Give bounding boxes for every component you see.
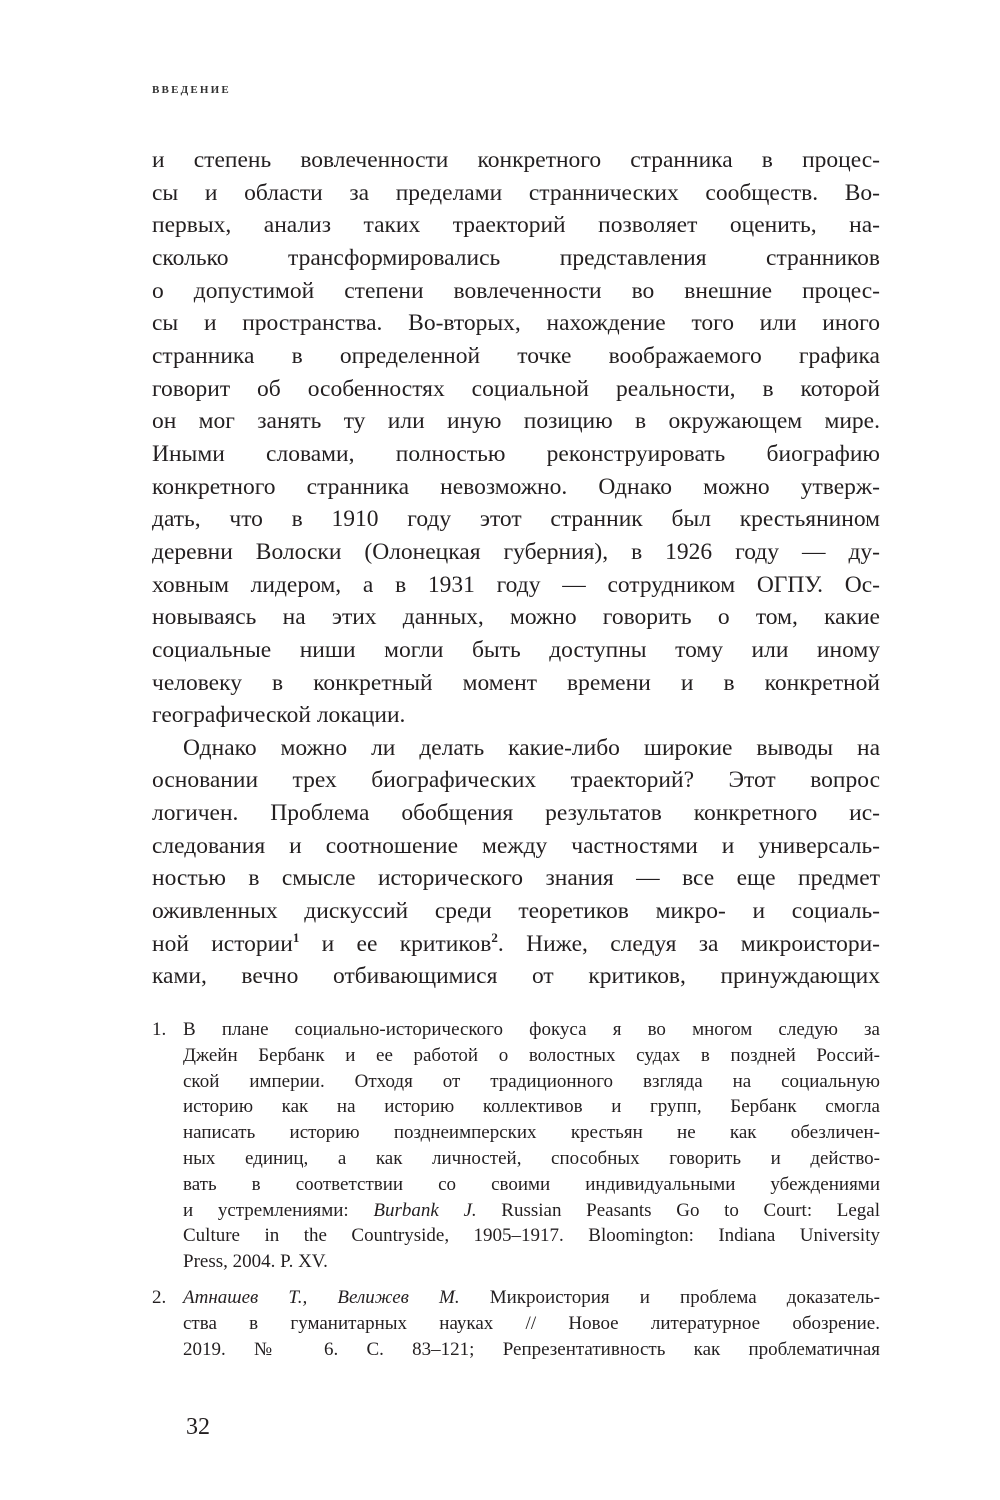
text-line: оживленных дискуссий среди теоретиков микро- и социаль- (152, 898, 880, 925)
footnote-line: 2019. № 6. С. 83–121; Репрезентативность как проблематичная (183, 1338, 880, 1360)
text-segment: и устремлениями: (183, 1199, 374, 1221)
text-line: следования и соотношение между частностями и универсаль- (152, 832, 880, 859)
footnote-line (183, 1285, 880, 1311)
text-line: первых, анализ таких траекторий позволяет оценить, на- (152, 212, 880, 239)
page-number: 32 (186, 1414, 210, 1440)
paragraph-2 (152, 732, 880, 993)
text-line: географической локации. (152, 702, 406, 729)
text-line: сы и пространства. Во-вторых, нахождение того или иного (152, 310, 880, 337)
text-line: ховным лидером, а в 1931 году — сотрудником ОГПУ. Ос- (152, 571, 880, 598)
text-segment: . Ниже, следуя за микроистори- (497, 930, 880, 957)
text-line: он мог занять ту или иную позицию в окружающем мире. (152, 408, 880, 435)
footnote-number: 1. (152, 1019, 167, 1040)
text-line: Однако можно ли делать какие-либо широкие выводы на (183, 734, 880, 761)
text-segment: и ее критиков (299, 930, 492, 957)
text-line: ками, вечно отбивающимися от критиков, принуждающих (152, 963, 880, 990)
paragraph-1 (152, 144, 880, 732)
footnote-line: Press, 2004. P. XV. (183, 1251, 328, 1273)
text-segment: ной истории (152, 930, 293, 957)
footnote-line: ской империи. Отходя от традиционного взгляда на социальную (183, 1070, 880, 1092)
footnote-number: 2. (152, 1286, 167, 1308)
text-line: странника в определенной точке воображаемого графика (152, 342, 880, 369)
footnote-line (183, 1198, 880, 1224)
footnote-2 (152, 1285, 880, 1362)
footnote-line: В плане социально-исторического фокуса я во многом следую за (183, 1019, 880, 1040)
author-name: Burbank J. (373, 1199, 477, 1221)
text-line: Иными словами, полностью реконструировать биографию (152, 440, 880, 467)
text-line: деревни Волоски (Олонецкая губерния), в 1926 году — ду- (152, 538, 880, 565)
footnote-line: ных единиц, а как личностей, способных говорить и действо- (183, 1147, 880, 1169)
footnote-line: ства в гуманитарных науках // Новое литературное обозрение. (183, 1312, 880, 1334)
text-line: социальные ниши могли быть доступны тому или иному (152, 636, 880, 663)
text-segment: Russian Peasants Go to Court: Legal (476, 1199, 880, 1221)
footnotes (152, 1017, 880, 1372)
text-line (152, 928, 880, 961)
text-line: ностью в смысле исторического знания — все еще предмет (152, 865, 880, 892)
text-line: новываясь на этих данных, можно говорить о том, какие (152, 604, 880, 631)
footnote-1 (152, 1017, 880, 1275)
text-line: о допустимой степени вовлеченности во внешние процес- (152, 277, 880, 304)
footnote-ref-2[interactable]: 2 (491, 929, 498, 945)
footnote-ref-1[interactable]: 1 (292, 929, 300, 945)
text-line: сколько трансформировались представления странников (152, 244, 880, 271)
text-line: дать, что в 1910 году этот странник был крестьянином (152, 506, 880, 533)
text-line: основании трех биографических траекторий? Этот вопрос (152, 767, 880, 794)
footnote-line: историю как на историю коллективов и групп, Бербанк смогла (183, 1096, 880, 1118)
text-line: говорит об особенностях социальной реальности, в которой (152, 375, 880, 402)
text-line: и степень вовлеченности конкретного странника в процес- (152, 147, 880, 173)
text-line: человеку в конкретный момент времени и в конкретной (152, 669, 880, 696)
text-line: логичен. Проблема обобщения результатов конкретного ис- (152, 800, 880, 827)
footnote-line: Culture in the Countryside, 1905–1917. Bloomington: Indiana University (183, 1225, 880, 1247)
footnote-line: написать историю позднеимперских крестьян не как обезличен- (183, 1122, 880, 1144)
text-segment: Микроистория и проблема доказатель- (459, 1286, 880, 1308)
footnote-line: Джейн Бербанк и ее работой о волостных судах в поздней Россий- (183, 1044, 880, 1066)
body-text (152, 144, 880, 993)
author-name: Атнашев Т., Велижев М. (183, 1286, 460, 1308)
running-head: ВВЕДЕНИЕ (152, 84, 231, 96)
text-line: сы и области за пределами страннических сообществ. Во- (152, 179, 880, 206)
text-line: конкретного странника невозможно. Однако можно утверж- (152, 473, 880, 500)
footnote-line: вать в соответствии со своими индивидуальными убеждениями (183, 1173, 880, 1195)
